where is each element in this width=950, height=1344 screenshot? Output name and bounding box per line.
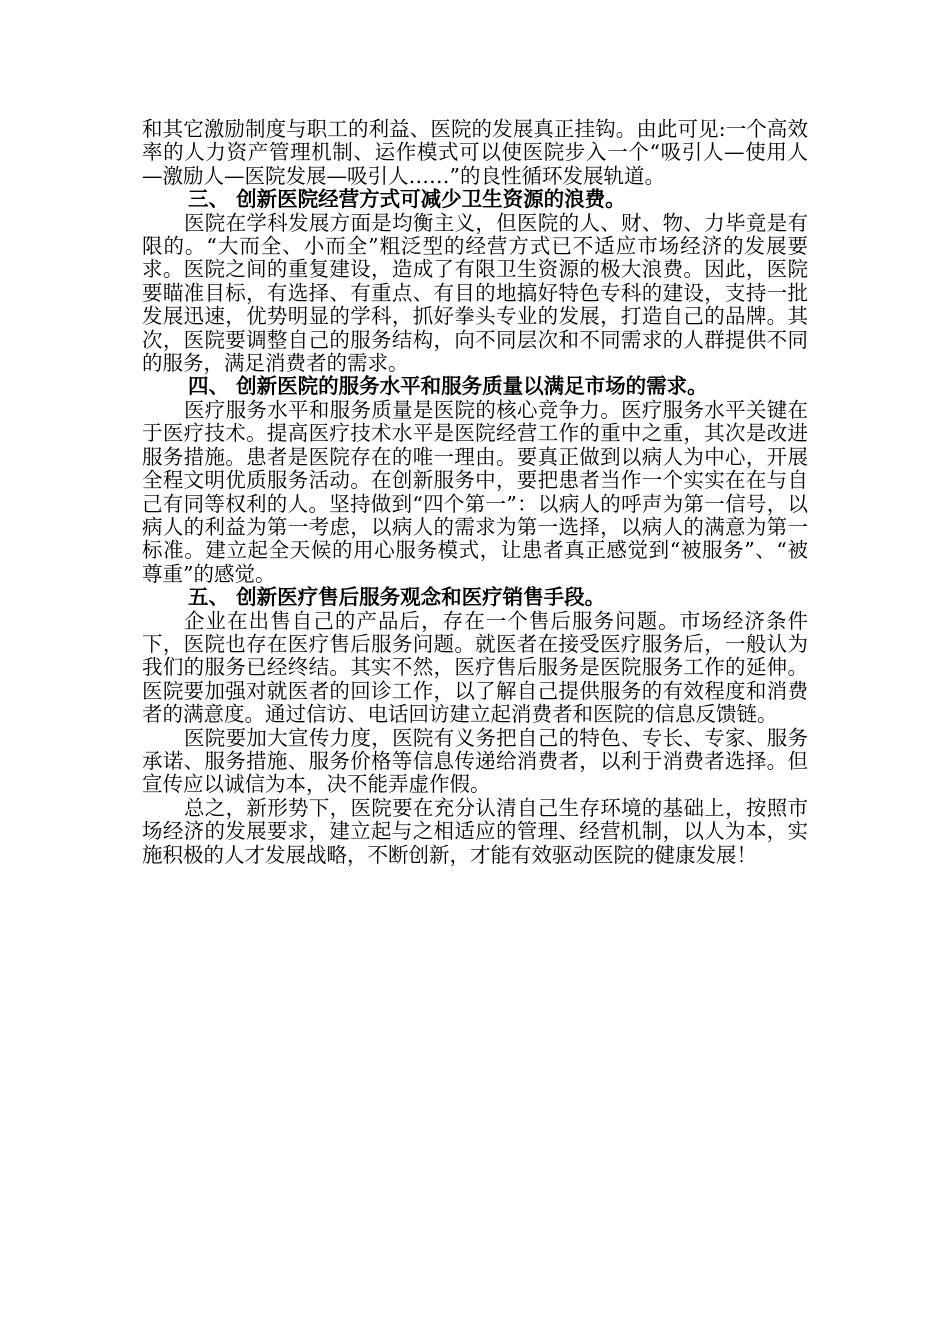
section-heading-5: 五、 创新医疗售后服务观念和医疗销售手段。 xyxy=(188,585,606,610)
paragraph-section-5b: 医院要加大宣传力度，医院有义务把自己的特色、专长、专家、服务承诺、服务措施、服务价格等信息传递给消费者，以利于消费者选择。但宣传应以诚信为本，决不能弄虚作假。 xyxy=(142,725,808,797)
paragraph-conclusion: 总之，新形势下，医院要在充分认清自己生存环境的基础上，按照市场经济的发展要求，建立起与之相适应的管理、经营机制，以人为本，实施积极的人才发展战略，不断创新，才能有效驱动医院的健康发展！ xyxy=(142,795,808,867)
paragraph-section-4: 医疗服务水平和服务质量是医院的核心竞争力。医疗服务水平关键在于医疗技术。提高医疗技术水平是医院经营工作的重中之重，其次是改进服务措施。患者是医院存在的唯一理由。要真正做到以病人为中心，开展全程文明优质服务活动。在创新服务中，要把患者当作一个实实在在与自己有同等权利的人。坚持做到“四个第一”：以病人的呼声为第一信号，以病人的利益为第一考虑，以病人的需求为第一选择，以病人的满意为第一标准。建立起全天候的用心服务模式，让患者真正感觉到“被服务”、“被尊重”的感觉。 xyxy=(142,397,808,586)
paragraph-section-3: 医院在学科发展方面是均衡主义，但医院的人、财、物、力毕竟是有限的。“大而全、小而全”粗泛型的经营方式已不适应市场经济的发展要求。医院之间的重复建设，造成了有限卫生资源的极大浪费。因此，医院要瞄准目标，有选择、有重点、有目的地搞好特色专科的建设，支持一批发展迅速，优势明显的学科，抓好拳头专业的发展，打造自己的品牌。其次，医院要调整自己的服务结构，向不同层次和不同需求的人群提供不同的服务，满足消费者的需求。 xyxy=(142,210,808,376)
section-heading-3: 三、 创新医院经营方式可减少卫生资源的浪费。 xyxy=(188,187,626,212)
section-heading-4: 四、 创新医院的服务水平和服务质量以满足市场的需求。 xyxy=(188,374,708,399)
paragraph-section-5a: 企业在出售自己的产品后，存在一个售后服务问题。市场经济条件下，医院也存在医疗售后服务问题。就医者在接受医疗服务后，一般认为我们的服务已经终结。其实不然，医疗售后服务是医院服务工作的延伸。医院要加强对就医者的回诊工作，以了解自己提供服务的有效程度和消费者的满意度。通过信访、电话回访建立起消费者和医院的信息反馈链。 xyxy=(142,608,808,727)
paragraph-continued: 和其它激励制度与职工的利益、医院的发展真正挂钩。由此可见:一个高效率的人力资产管理机制、运作模式可以使医院步入一个“吸引人—使用人—激励人—医院发展—吸引人……”的良性循环发展轨道。 xyxy=(142,117,808,188)
document-page xyxy=(142,118,808,867)
